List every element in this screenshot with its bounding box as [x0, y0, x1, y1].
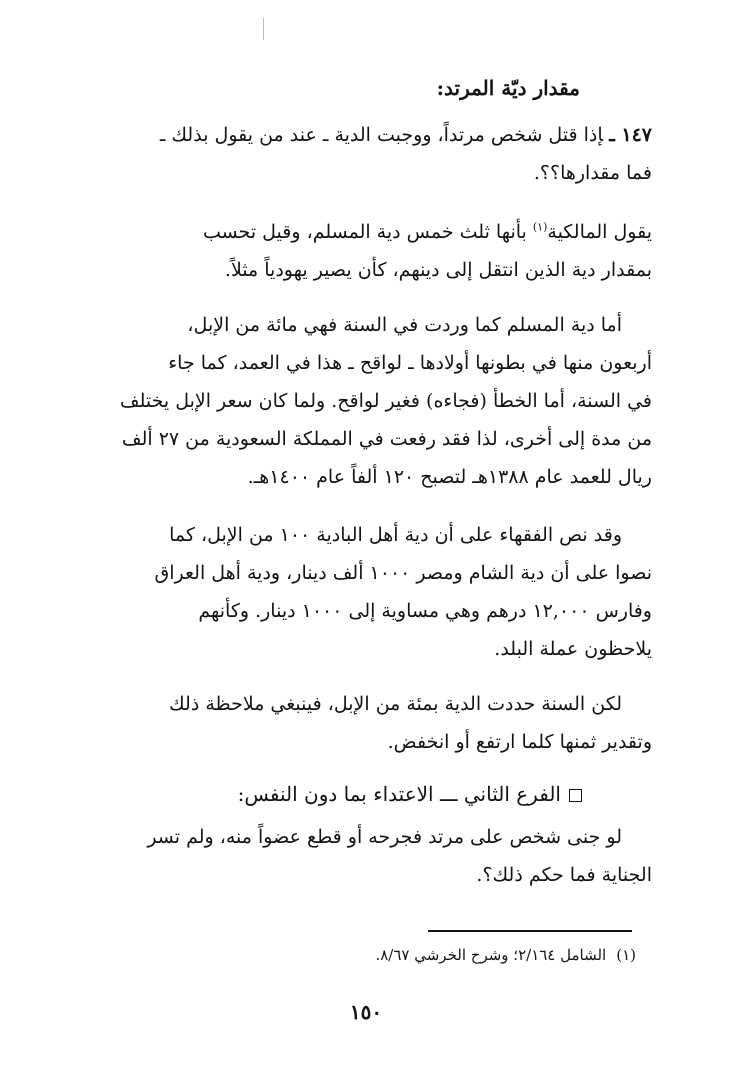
paragraph-line: [203, 213, 652, 251]
question-number: ١٤٧ ـ: [609, 124, 652, 146]
footnote-text: الشامل ٢/١٦٤؛ وشرح الخرشي ٨/٦٧.: [375, 946, 607, 964]
paragraph-line: وقد نص الفقهاء على أن دية أهل البادية ١٠٠ من الإبل، كما: [169, 524, 622, 546]
paragraph-line: ريال للعمد عام ١٣٨٨هـ لتصبح ١٢٠ ألفاً عام ١٤٠٠هـ.: [247, 466, 652, 488]
paragraph-line: وتقدير ثمنها كلما ارتفع أو انخفض.: [387, 731, 652, 753]
paragraph-fuqaha: [154, 516, 652, 668]
footnote-number: (١): [616, 946, 636, 964]
paragraph-line: يلاحظون عملة البلد.: [494, 638, 652, 660]
paragraph-sunnah: [169, 685, 652, 761]
paragraph-line: لو جنى شخص على مرتد فجرحه أو قطع عضواً منه، ولم تسر: [147, 826, 622, 848]
paragraph-jinaya: [147, 818, 652, 894]
paragraph-line: نصوا على أن دية الشام ومصر ١٠٠٠ ألف دينار، ودية أهل العراق: [154, 562, 652, 584]
section-title: [238, 782, 582, 806]
paragraph-text: بأنها ثلث خمس دية المسلم، وقيل تحسب: [202, 221, 533, 243]
footnote-ref: (١): [532, 220, 548, 234]
paragraph-line: في السنة، أما الخطأ (فجاءه) فغير لواقح. ولما كان سعر الإبل يختلف: [119, 390, 652, 412]
paragraph-muslim-diya: [120, 306, 652, 496]
paragraph-maliki: [203, 213, 652, 289]
paragraph-line: أربعون منها في بطونها أولادها ـ لواقح ـ هذا في العمد، كما جاء: [168, 352, 652, 374]
paragraph-line: من مدة إلى أخرى، لذا فقد رفعت في المملكة السعودية من ٢٧ ألف: [121, 428, 652, 450]
question-line-1: [160, 116, 652, 154]
page-number: ١٥٠: [349, 1000, 383, 1024]
section-heading: مقدار ديّة المرتد:: [436, 76, 580, 100]
question-text-line-2: فما مقدارها؟؟.: [533, 162, 652, 184]
section-title-text: الفرع الثاني ـــ الاعتداء بما دون النفس:: [237, 782, 561, 806]
paragraph-line: بمقدار دية الذين انتقل إلى دينهم، كأن يصير يهودياً مثلاً.: [224, 259, 652, 281]
square-bullet-icon: [569, 789, 582, 802]
question-text-line-1: إذا قتل شخص مرتداً، ووجبت الدية ـ عند من يقول بذلك ـ: [159, 124, 604, 146]
footnote-divider: [428, 930, 632, 932]
question-147: [160, 116, 652, 192]
margin-mark: [263, 18, 264, 40]
paragraph-line: أما دية المسلم كما وردت في السنة فهي مائة من الإبل،: [187, 314, 622, 336]
footnote: [375, 946, 636, 964]
paragraph-line: وفارس ١٢,٠٠٠ درهم وهي مساوية إلى ١٠٠٠ دينار. وكأنهم: [198, 600, 652, 622]
paragraph-text: يقول المالكية: [547, 221, 652, 243]
paragraph-line: الجناية فما حكم ذلك؟.: [476, 864, 652, 886]
paragraph-line: لكن السنة حددت الدية بمئة من الإبل، فينبغي ملاحظة ذلك: [169, 693, 622, 715]
